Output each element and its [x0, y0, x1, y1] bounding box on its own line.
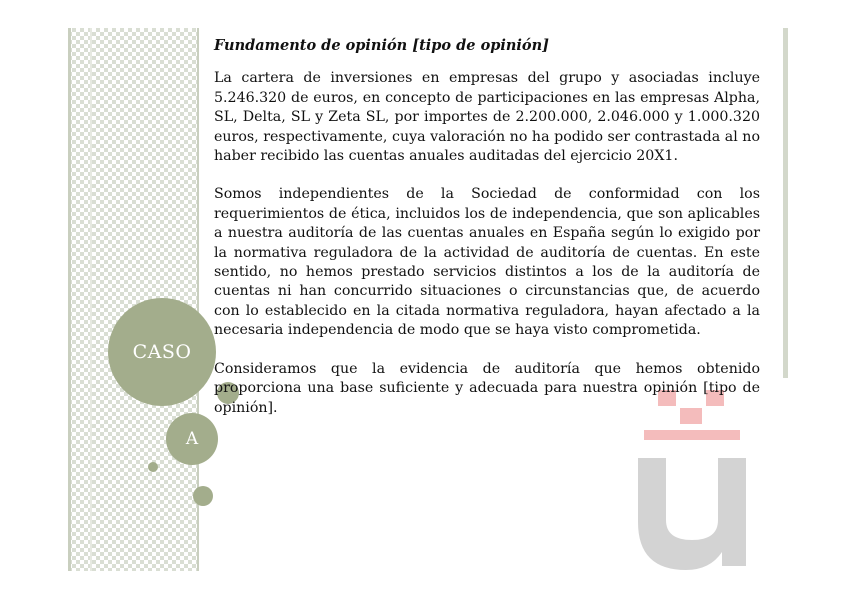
paragraph: La cartera de inversiones en empresas del grupo y asociadas incluye 5.246.320 de euros, en concepto de participaciones en las empresas Alpha, SL, Delta, SL y Zeta SL, por importes de 2.200.000, 2.046.000 y 1.000.320 euros, respectivamente, cuya valoración no ha podido ser contrastada al no haber recibido las cuentas anuales auditadas del ejercicio 20X1. — [214, 70, 760, 165]
decorative-dot — [193, 486, 213, 506]
paragraph: Somos independientes de la Sociedad de conformidad con los requerimientos de ética, incluidos los de independencia, que son aplicables a nuestra auditoría de las cuentas anuales en España según lo exigido por la normativa reguladora de la actividad de auditoría de cuentas. En este sentido, no hemos prestado servicios distintos a los de la auditoría de cuentas ni han concurrido situaciones o circunstancias que, de acuerdo con lo establecido en la citada normativa reguladora, hayan afectado a la necesaria independencia de modo que se haya visto comprometida. — [214, 186, 760, 339]
paragraph: Consideramos que la evidencia de auditoría que hemos obtenido proporciona una base suficiente y adecuada para nuestra opinión [tipo de opinión]. — [214, 360, 760, 416]
case-letter-badge — [166, 413, 218, 465]
caso-badge — [108, 298, 216, 406]
section-title: Fundamento de opinión [tipo de opinión] — [214, 37, 550, 54]
decorative-checker-strip — [68, 28, 198, 571]
decorative-dot — [148, 462, 158, 472]
decorative-line — [90, 28, 92, 571]
caso-label: CASO — [132, 341, 192, 363]
case-letter-label: A — [185, 429, 199, 449]
decorative-line — [68, 28, 71, 571]
right-border-line — [783, 28, 788, 378]
document-body — [214, 36, 760, 437]
